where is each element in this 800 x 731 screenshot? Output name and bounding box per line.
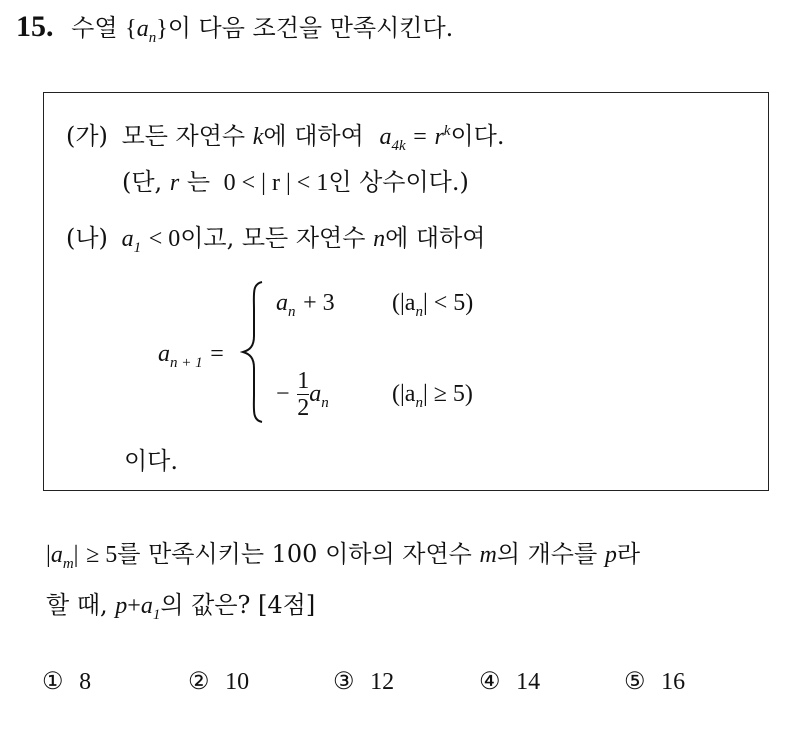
choice-mark: ① xyxy=(42,667,64,695)
piecewise-case-1: $a_n + 3$ xyxy=(276,290,335,320)
condition-label-na: (나) xyxy=(66,224,108,252)
condition-ga: (가) 모든 자연수 k에 대하여 $a_{4k} = r^k$이다. xyxy=(66,122,505,154)
question-stem: 15. 수열 $\{a_n\}$이 다음 조건을 만족시킨다. xyxy=(16,10,454,46)
choice-1[interactable]: ① 8 xyxy=(42,667,92,695)
choice-2[interactable]: ② 10 xyxy=(188,667,250,695)
choice-mark: ④ xyxy=(479,667,501,695)
left-brace xyxy=(240,280,266,424)
piecewise-lhs: $a_{n + 1}$ = xyxy=(158,341,224,371)
choice-5[interactable]: ⑤ 16 xyxy=(624,667,686,695)
condition-label-ga: (가) xyxy=(66,122,108,150)
choice-4[interactable]: ④ 14 xyxy=(479,667,541,695)
fraction-one-half: $\frac{1}{2}$ xyxy=(297,368,310,421)
piecewise-cond-2: $(|a_n| \ge 5)$ xyxy=(392,381,473,411)
question-number: 15. xyxy=(16,10,54,43)
piecewise-cond-1: $(|a_n| < 5)$ xyxy=(392,290,474,320)
prompt-line-1: $|a_m| \ge 5$를 만족시키는 100 이하의 자연수 m의 개수를 p라 xyxy=(46,540,641,572)
points-label: [4점] xyxy=(258,591,316,619)
condition-na: (나) $a_1 < 0$이고, 모든 자연수 n에 대하여 xyxy=(66,224,486,256)
choice-3[interactable]: ③ 12 xyxy=(333,667,395,695)
condition-ga-note: (단, r 는 0 < | r | < 1인 상수이다.) xyxy=(122,168,469,196)
prompt-line-2: 할 때, $p+a_1$의 값은? [4점] xyxy=(46,591,316,623)
choice-mark: ③ xyxy=(333,667,355,695)
choice-mark: ⑤ xyxy=(624,667,646,695)
choice-mark: ② xyxy=(188,667,210,695)
piecewise-case-2: − $\frac{1}{2}$ $a_n$ xyxy=(276,368,329,421)
condition-na-ending: 이다. xyxy=(124,447,178,475)
